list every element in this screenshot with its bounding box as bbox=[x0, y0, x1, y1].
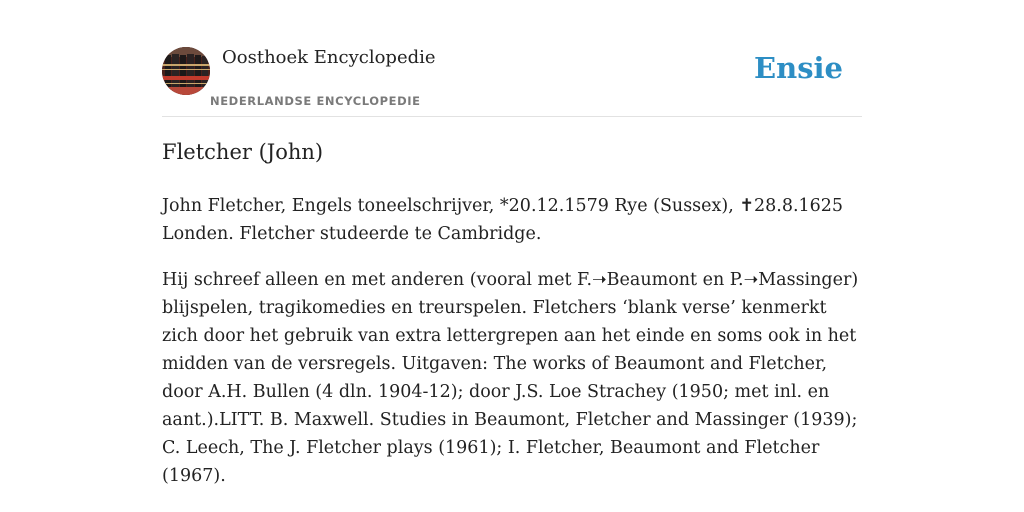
site-header bbox=[162, 46, 862, 117]
ensie-brand-link[interactable]: Ensie bbox=[754, 51, 843, 85]
article-body bbox=[162, 192, 862, 508]
article-title: Fletcher (John) bbox=[162, 140, 324, 164]
site-subtitle: NEDERLANDSE ENCYCLOPEDIE bbox=[210, 94, 421, 108]
site-title-link[interactable]: Oosthoek Encyclopedie bbox=[222, 47, 436, 68]
article-paragraph: John Fletcher, Engels toneelschrijver, *20.12.1579 Rye (Sussex), ✝28.8.1625 Londen. Fletcher studeerde te Cambridge. bbox=[162, 196, 844, 244]
article-paragraph: Hij schreef alleen en met anderen (vooral met F.➝Beaumont en P.➝Massinger) blijspelen, tragikomedies en treurspelen. Fletchers ‘blank verse’ kenmerkt zich door het gebruik van extra lettergrepen aan het einde en soms ook in het midden van de versregels. Uitgaven: The works of Beaumont and Fletcher, door A.H. Bullen (4 dln. 1904-12); door J.S. Loe Strachey (1950; met inl. en aant.).LITT. B. Maxwell. Studies in Beaumont, Fletcher and Massinger (1939); C. Leech, The J. Fletcher plays (1961); I. Fletcher, Beaumont and Fletcher (1967). bbox=[162, 270, 859, 486]
encyclopedia-books-icon[interactable] bbox=[162, 47, 210, 95]
